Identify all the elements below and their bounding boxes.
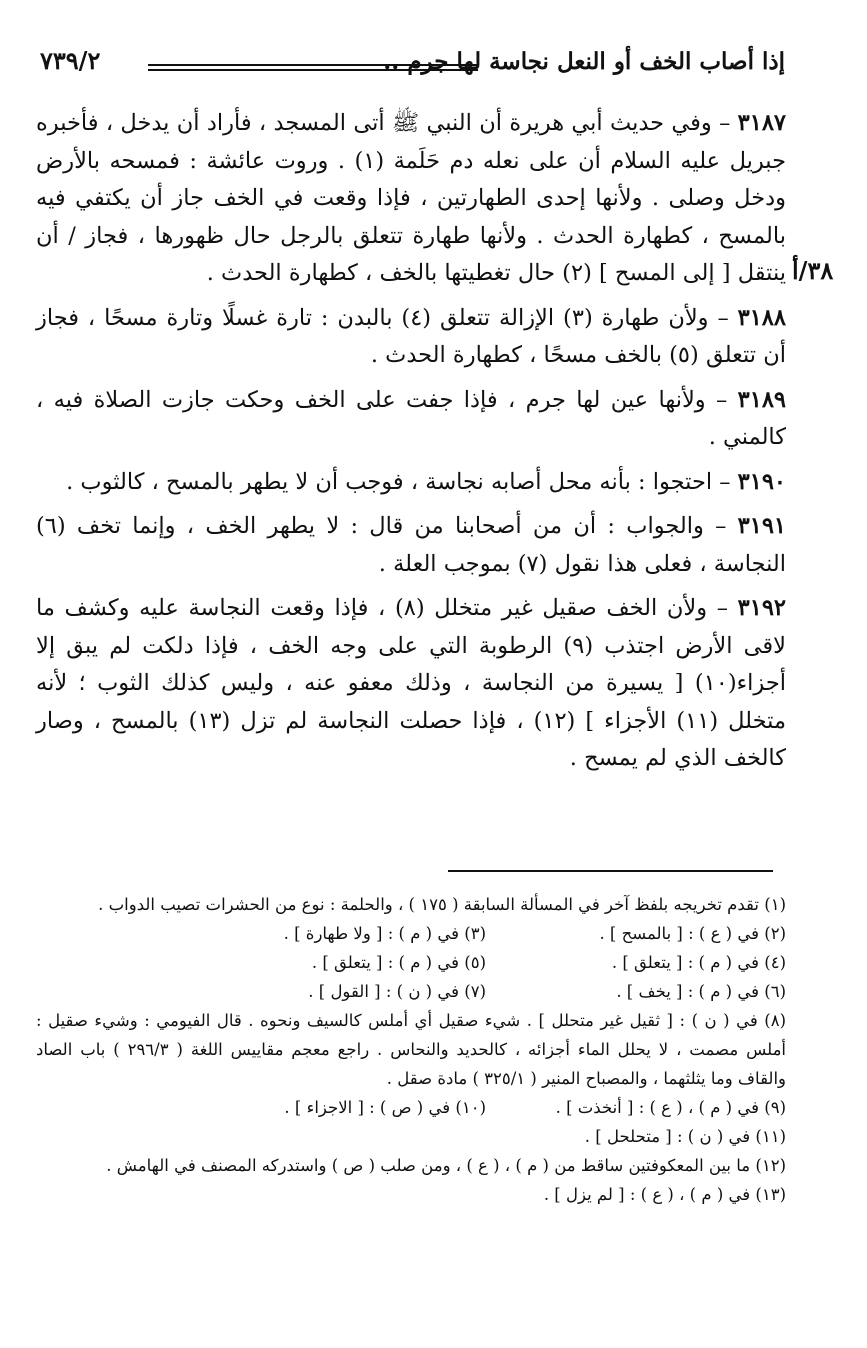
header-rule [148,64,478,66]
paragraph-3189 [36,382,786,457]
footnote-6: (٦) في ( م ) : [ يخف ] . [616,982,786,1001]
footnote-7: (٧) في ( ن ) : [ القول ] . [308,982,486,1001]
footnote-row [36,919,786,948]
footnote-separator [448,870,773,872]
main-text [36,105,786,785]
paragraph-number: ٣١٨٩ [737,386,786,413]
paragraph-number: ٣١٨٧ [737,110,786,136]
paragraph-number: ٣١٩١ [737,513,786,539]
footnote-2: (٢) في ( ع ) : [ بالمسح ] . [599,924,786,943]
paragraph-text: – وفي حديث أبي هريرة أن النبي ﷺ أتى المسجد ، فأراد أن يدخل ، فأخبره جبريل عليه السلام أن على نعله دم حَلَمة (١) . وروت عائشة : فمسحه بالأرض ودخل وصلى . ولأنها إحدى الطهارتين ، فإذا وقعت في الخف جاز أن يكتفي فيه بالمسح ، كطهارة الحدث . ولأنها طهارة تتعلق بالرجل حال ظهورها ، فجاز / أن ينتقل [ إلى المسح ] (٢) حال تغطيتها بالخف ، كطهارة الحدث . [36,110,786,286]
manuscript-folio-note: ٣٨/أ [792,256,834,285]
header-rule [148,69,478,71]
paragraph-number: ٣١٩٠ [737,468,786,495]
paragraph-3190 [36,464,786,502]
footnote-row [36,1093,786,1122]
footnote-8: (٨) في ( ن ) : [ ثقيل غير متحلل ] . شيء صقيل أي أملس كالسيف ونحوه . قال الفيومي : وشيء صقيل : أملس مصمت ، لا يحلل الماء أجزائه ، كالحديد والنحاس . راجع معجم مقاييس اللغة ( ٢٩٦/٣ ) باب الصاد والقاف وما يثلثهما ، والمصباح المنير ( ٣٢٥/١ ) مادة صقل . [36,1011,786,1088]
footnote-11: (١١) في ( ن ) : [ متحلحل ] . [584,1127,786,1146]
footnote-row [36,948,786,977]
paragraph-3187 [36,105,786,293]
paragraph-number: ٣١٨٨ [737,304,786,331]
paragraph-number: ٣١٩٢ [737,595,786,621]
paragraph-3192 [36,590,786,778]
page-header [40,40,785,84]
footnote-row [36,977,786,1006]
paragraph-3191 [36,508,786,583]
paragraph-text: – احتجوا : بأنه محل أصابه نجاسة ، فوجب أن لا يطهر بالمسح ، كالثوب . [66,468,738,495]
footnote-4: (٤) في ( م ) : [ يتعلق ] . [611,953,786,972]
page-number: ٧٣٩/٢ [40,46,101,75]
footnote-12: (١٢) ما بين المعكوفتين ساقط من ( م ) ، ( ع ) ، ومن صلب ( ص ) واستدركه المصنف في الهامش . [106,1156,786,1175]
footnote-10: (١٠) في ( ص ) : [ الاجزاء ] . [284,1098,486,1117]
running-title: إذا أصاب الخف أو النعل نجاسة لها جرم .. [383,48,785,75]
paragraph-text: – ولأن الخف صقيل غير متخلل (٨) ، فإذا وقعت النجاسة عليه وكشف ما لاقى الأرض اجتذب (٩) الرطوبة التي على وجه الخف ، فإذا دلكت لم يبق إلا أجزاء(١٠) [ يسيرة من النجاسة ، وذلك معفو عنه ، وليس كذلك الثوب ؛ لأنه متخلل (١١) الأجزاء ] (١٢) ، فإذا حصلت النجاسة لم تزل (١٣) بالمسح ، وصار كالخف الذي لم يمسح . [36,595,787,771]
footnotes [36,890,786,1209]
footnote-9: (٩) في ( م ) ، ( ع ) : [ أنخذت ] . [555,1098,786,1117]
footnote-3: (٣) في ( م ) : [ ولا طهارة ] . [283,924,486,943]
paragraph-text: – ولأنها عين لها جرم ، فإذا جفت على الخف وحكت جازت الصلاة فيه ، كالمني . [36,386,786,450]
paragraph-text: – والجواب : أن من أصحابنا من قال : لا يطهر الخف ، وإنما تخف (٦) النجاسة ، فعلى هذا نقول (٧) بموجب العلة . [36,513,786,577]
footnote-13: (١٣) في ( م ) ، ( ع ) : [ لم يزل ] . [543,1185,786,1204]
footnote-1: (١) تقدم تخريجه بلفظ آخر في المسألة السابقة ( ١٧٥ ) ، والحلمة : نوع من الحشرات تصيب الدواب . [98,895,786,914]
footnote-5: (٥) في ( م ) : [ يتعلق ] . [311,953,486,972]
paragraph-3188 [36,300,786,375]
paragraph-text: – ولأن طهارة (٣) الإزالة تتعلق (٤) بالبدن : تارة غسلًا وتارة مسحًا ، فجاز أن تتعلق (٥) بالخف مسحًا ، كطهارة الحدث . [36,304,786,368]
